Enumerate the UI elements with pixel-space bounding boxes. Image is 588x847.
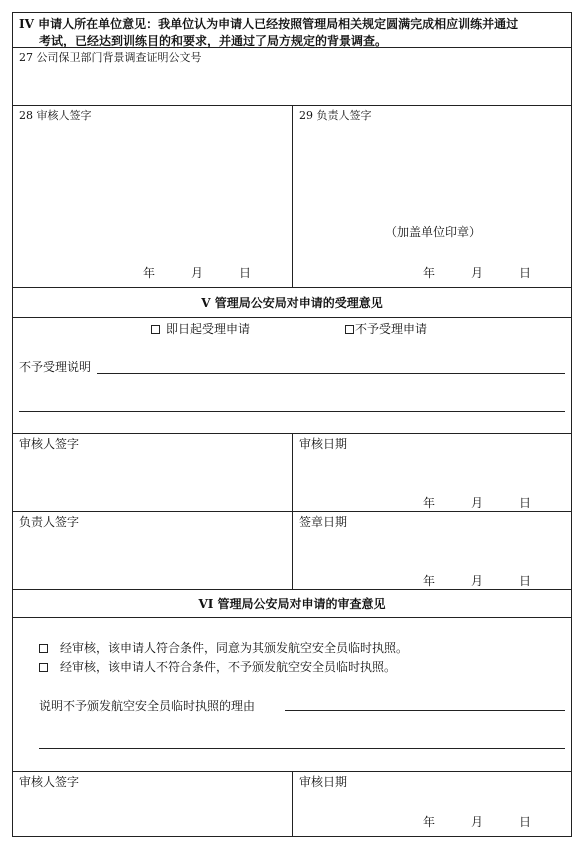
- leader-signature-label: 负责人签字: [19, 515, 80, 529]
- field-29-label: 29 负责人签字: [299, 109, 372, 122]
- day-label: 日: [519, 574, 532, 588]
- option-approve-label: 经审核，该申请人符合条件，同意为其颁发航空安全员临时执照。: [60, 641, 409, 655]
- reviewer-signature-label: 审核人签字: [19, 437, 80, 451]
- option-accept-label: 即日起受理申请: [166, 322, 251, 336]
- day-label: 日: [239, 266, 252, 280]
- month-label: 月: [471, 496, 484, 510]
- divider: [13, 589, 571, 590]
- section4-statement-line2: 考试，已经达到训练目的和要求，并通过了局方规定的背景调查。: [39, 34, 388, 48]
- seal-date-field: [423, 572, 567, 589]
- date-field-29: [423, 264, 567, 281]
- option-deny-label: 经审核，该申请人不符合条件，不予颁发航空安全员临时执照。: [60, 660, 397, 674]
- final-review-date-field: [423, 813, 567, 830]
- option-reject-label: 不予受理申请: [355, 322, 428, 336]
- divider: [13, 47, 571, 48]
- month-label: 月: [191, 266, 204, 280]
- reject-note-line-2[interactable]: [19, 411, 565, 412]
- seal-note: （加盖单位印章）: [385, 225, 482, 239]
- checkbox[interactable]: [39, 644, 48, 653]
- application-form: [12, 12, 572, 837]
- month-label: 月: [471, 266, 484, 280]
- reject-note-line[interactable]: [97, 373, 565, 374]
- seal-date-label: 签章日期: [299, 515, 348, 529]
- deny-reason-label: 说明不予颁发航空安全员临时执照的理由: [39, 699, 256, 713]
- section4-statement-line1: IV 申请人所在单位意见：我单位认为申请人已经按照管理局相关规定圆满完成相应训练并通过: [19, 17, 519, 31]
- field-28-label: 28 审核人签字: [19, 109, 92, 122]
- option-approve[interactable]: [39, 641, 408, 655]
- year-label: 年: [423, 815, 436, 829]
- date-field-28: [143, 264, 287, 281]
- review-date-label: 审核日期: [299, 437, 348, 451]
- checkbox[interactable]: [151, 325, 160, 334]
- option-accept[interactable]: [151, 322, 250, 336]
- checkbox[interactable]: [345, 325, 354, 334]
- year-label: 年: [423, 496, 436, 510]
- day-label: 日: [519, 496, 532, 510]
- year-label: 年: [423, 266, 436, 280]
- divider: [13, 617, 571, 618]
- checkbox[interactable]: [39, 663, 48, 672]
- deny-reason-line-2[interactable]: [39, 748, 565, 749]
- divider: [13, 287, 571, 288]
- section5-title: V 管理局公安局对申请的受理意见: [201, 296, 383, 310]
- divider: [13, 317, 571, 318]
- final-reviewer-signature-label: 审核人签字: [19, 775, 80, 789]
- option-reject[interactable]: [345, 322, 427, 336]
- divider: [13, 511, 571, 512]
- divider: [292, 105, 293, 287]
- year-label: 年: [423, 574, 436, 588]
- day-label: 日: [519, 266, 532, 280]
- section6-title: VI 管理局公安局对申请的审查意见: [198, 597, 386, 611]
- reject-note-label: 不予受理说明: [19, 360, 92, 374]
- divider: [292, 771, 293, 837]
- day-label: 日: [519, 815, 532, 829]
- month-label: 月: [471, 574, 484, 588]
- final-review-date-label: 审核日期: [299, 775, 348, 789]
- deny-reason-line[interactable]: [285, 710, 565, 711]
- field-27-label: 27 公司保卫部门背景调查证明公文号: [19, 51, 202, 64]
- year-label: 年: [143, 266, 156, 280]
- review-date-field: [423, 494, 567, 511]
- option-deny[interactable]: [39, 660, 396, 674]
- month-label: 月: [471, 815, 484, 829]
